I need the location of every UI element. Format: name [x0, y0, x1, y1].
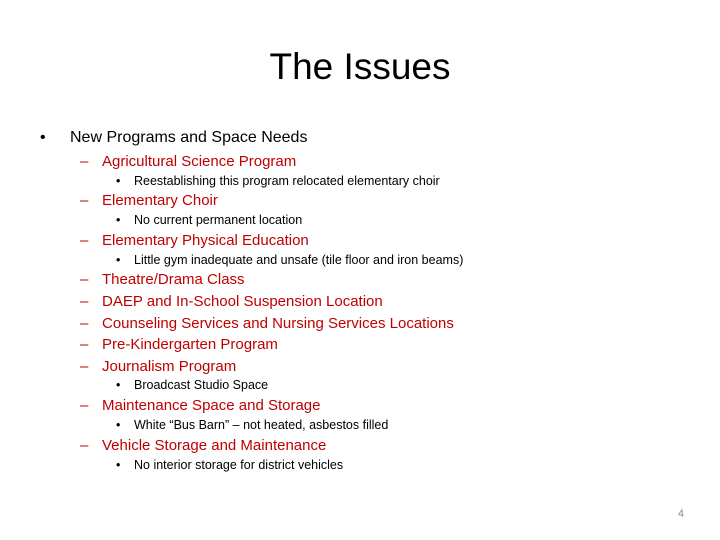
list-item-label: Elementary Choir: [102, 192, 218, 209]
bullet-marker: •: [40, 129, 46, 146]
bullet-marker: •: [116, 174, 121, 188]
list-item-label: Pre-Kindergarten Program: [102, 336, 278, 353]
list-item-label: Vehicle Storage and Maintenance: [102, 437, 327, 454]
list-item-label: Elementary Physical Education: [102, 232, 309, 249]
dash-marker: –: [80, 397, 89, 414]
page-number: 4: [677, 508, 684, 520]
list-item-label: DAEP and In-School Suspension Location: [102, 293, 383, 310]
dash-marker: –: [80, 232, 89, 249]
bullet-marker: •: [116, 418, 121, 432]
bullet-marker: •: [116, 213, 121, 227]
list-item-label: Journalism Program: [102, 358, 237, 375]
slide-title: The Issues: [269, 46, 451, 87]
dash-marker: –: [80, 336, 89, 353]
dash-marker: –: [80, 153, 89, 170]
list-item-label: Maintenance Space and Storage: [102, 397, 321, 414]
list-item-label: Theatre/Drama Class: [102, 271, 245, 288]
sub-item-text: Little gym inadequate and unsafe (tile floor and iron beams): [134, 253, 464, 267]
dash-marker: –: [80, 192, 89, 209]
dash-marker: –: [80, 437, 89, 454]
level1-text: New Programs and Space Needs: [70, 129, 308, 146]
bullet-marker: •: [116, 458, 121, 472]
sub-item-text: Broadcast Studio Space: [134, 378, 269, 392]
sub-item-text: Reestablishing this program relocated elementary choir: [134, 174, 440, 188]
bullet-marker: •: [116, 378, 121, 392]
list-item-label: Agricultural Science Program: [102, 153, 297, 170]
sub-item-text: White “Bus Barn” – not heated, asbestos filled: [134, 418, 389, 432]
dash-marker: –: [80, 315, 89, 332]
bullet-marker: •: [116, 253, 121, 267]
list-item-label: Counseling Services and Nursing Services Locations: [102, 315, 454, 332]
dash-marker: –: [80, 271, 89, 288]
dash-marker: –: [80, 358, 89, 375]
dash-marker: –: [80, 293, 89, 310]
sub-item-text: No interior storage for district vehicles: [134, 458, 344, 472]
sub-item-text: No current permanent location: [134, 213, 303, 227]
